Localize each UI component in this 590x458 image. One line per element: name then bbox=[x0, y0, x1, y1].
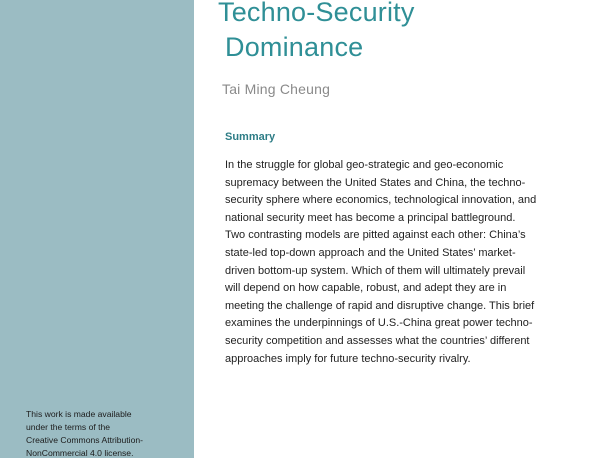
summary-line: meeting the challenge of rapid and disruptive change. This brief bbox=[225, 299, 535, 312]
title-line: Dominance bbox=[225, 32, 364, 62]
summary-line: will depend on how capable, robust, and adept they are in bbox=[225, 282, 507, 295]
license-line: This work is made available bbox=[26, 409, 132, 419]
license-line: under the terms of the bbox=[26, 422, 111, 432]
summary-line: supremacy between the United States and China, the techno- bbox=[225, 176, 526, 189]
summary-line: state-led top-down approach and the United States’ market- bbox=[225, 246, 516, 259]
summary-line: driven bottom-up system. Which of them will ultimately prevail bbox=[225, 264, 526, 277]
summary-line: national security meet has become a principal battleground. bbox=[225, 211, 516, 224]
summary-line: In the struggle for global geo-strategic and geo-economic bbox=[225, 159, 504, 171]
license-notice bbox=[26, 408, 186, 458]
author-name: Tai Ming Cheung bbox=[222, 81, 331, 97]
summary-text bbox=[225, 157, 585, 368]
summary-line: examines the underpinnings of U.S.-China great power techno- bbox=[225, 317, 533, 330]
license-line: NonCommercial 4.0 license. bbox=[26, 448, 134, 458]
main-content bbox=[194, 0, 590, 458]
sidebar-panel bbox=[0, 0, 194, 458]
license-line: Creative Commons Attribution- bbox=[26, 435, 144, 445]
summary-line: security competition and assesses what the countries’ different bbox=[225, 334, 530, 347]
title-line: Techno-Security bbox=[218, 0, 415, 27]
summary-heading: Summary bbox=[225, 131, 276, 143]
summary-line: approaches imply for future techno-security rivalry. bbox=[225, 352, 471, 365]
document-title bbox=[218, 0, 415, 65]
summary-line: Two contrasting models are pitted against each other: China’s bbox=[225, 229, 526, 242]
summary-line: security sphere where economics, technological innovation, and bbox=[225, 194, 537, 207]
